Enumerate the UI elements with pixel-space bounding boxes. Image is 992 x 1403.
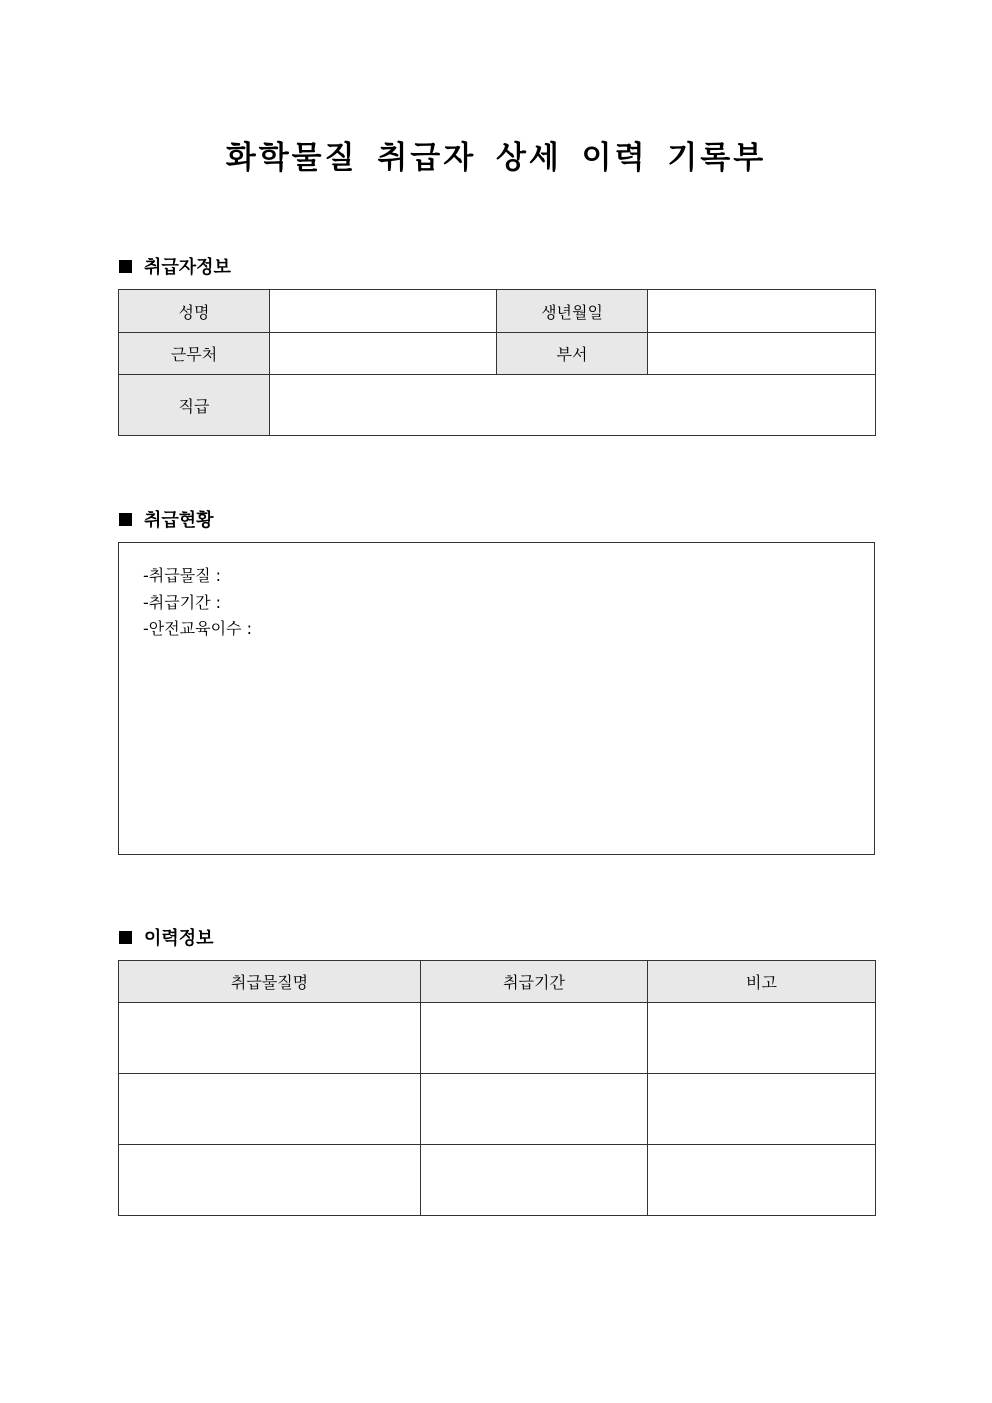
table-row <box>119 375 876 436</box>
handling-period-cell[interactable] <box>421 1145 648 1216</box>
column-header-handling-period: 취급기간 <box>421 961 648 1003</box>
document-title: 화학물질 취급자 상세 이력 기록부 <box>225 140 767 176</box>
handling-period-cell[interactable] <box>421 1074 648 1145</box>
table-row <box>119 333 876 375</box>
handler-info-heading-label: 취급자정보 <box>144 257 231 278</box>
handling-status-box[interactable] <box>118 542 875 855</box>
workplace-field[interactable] <box>270 333 497 375</box>
table-row <box>119 1003 876 1074</box>
column-header-remarks: 비고 <box>648 961 876 1003</box>
position-field[interactable] <box>270 375 876 436</box>
history-table <box>118 960 876 1216</box>
remarks-cell[interactable] <box>648 1003 876 1074</box>
square-bullet-icon <box>119 931 132 944</box>
substance-name-cell[interactable] <box>119 1145 421 1216</box>
safety-training-line: -안전교육이수 : <box>143 619 252 638</box>
column-header-substance-name: 취급물질명 <box>119 961 421 1003</box>
name-field[interactable] <box>270 290 497 333</box>
history-heading-label: 이력정보 <box>144 928 214 949</box>
handler-info-table <box>118 289 876 436</box>
handling-period-line: -취급기간 : <box>143 592 222 612</box>
remarks-cell[interactable] <box>648 1074 876 1145</box>
handler-info-heading <box>119 253 231 279</box>
square-bullet-icon <box>119 260 132 273</box>
handling-status-heading-label: 취급현황 <box>144 510 214 531</box>
workplace-label: 근무처 <box>119 333 270 375</box>
table-row <box>119 1145 876 1216</box>
birthdate-field[interactable] <box>648 290 876 333</box>
square-bullet-icon <box>119 513 132 526</box>
substance-name-cell[interactable] <box>119 1074 421 1145</box>
handling-period-cell[interactable] <box>421 1003 648 1074</box>
table-row <box>119 1074 876 1145</box>
substance-name-cell[interactable] <box>119 1003 421 1074</box>
history-heading <box>119 924 214 950</box>
department-field[interactable] <box>648 333 876 375</box>
birthdate-label: 생년월일 <box>497 290 648 333</box>
table-header-row <box>119 961 876 1003</box>
department-label: 부서 <box>497 333 648 375</box>
handling-status-lines <box>143 563 252 643</box>
handled-substance-line: -취급물질 : <box>143 566 222 585</box>
handling-status-heading <box>119 506 214 532</box>
name-label: 성명 <box>119 290 270 333</box>
table-row <box>119 290 876 333</box>
remarks-cell[interactable] <box>648 1145 876 1216</box>
position-label: 직급 <box>119 375 270 436</box>
